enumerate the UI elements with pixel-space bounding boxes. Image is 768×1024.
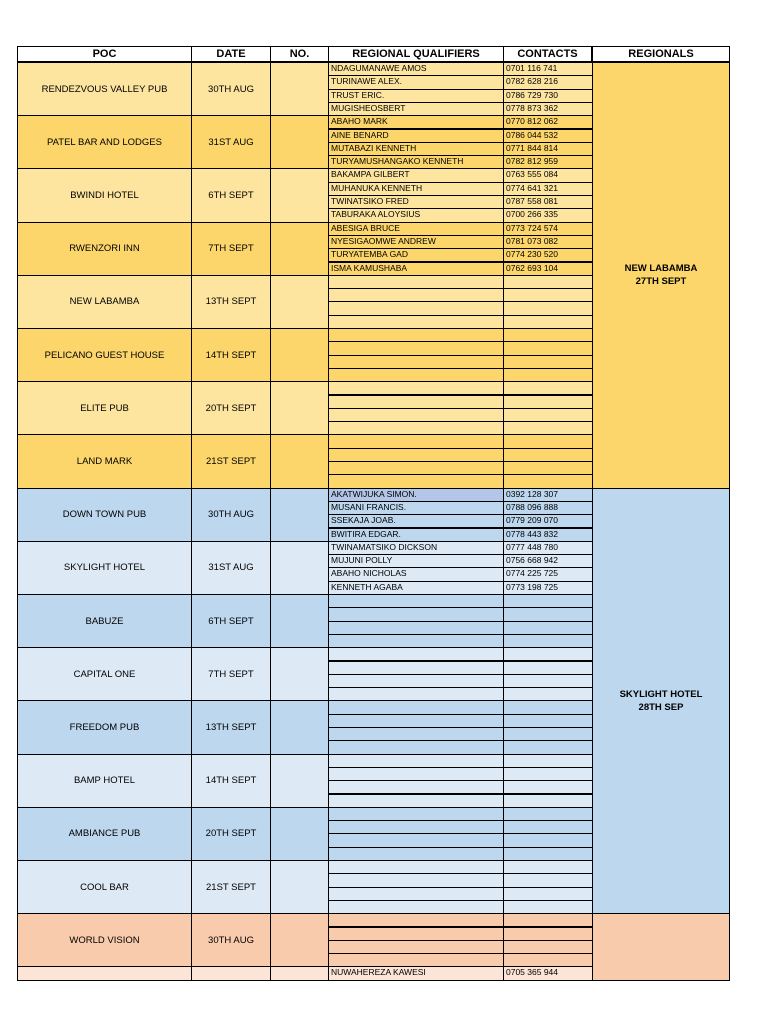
date-cell: 21ST SEPT xyxy=(191,860,271,914)
contact-number: 0778 443 832 xyxy=(503,528,593,542)
qualifier-name xyxy=(328,740,504,754)
date-cell: 6TH SEPT xyxy=(191,594,271,648)
header-poc: POC xyxy=(17,46,192,62)
qualifier-name xyxy=(328,301,504,315)
date-cell: 30TH AUG xyxy=(191,488,271,542)
qualifier-name: SSEKAJA JOAB. xyxy=(328,514,504,528)
qualifier-name xyxy=(328,421,504,435)
qualifier-name: ABAHO MARK xyxy=(328,115,504,129)
qualifier-name: MUSANI FRANCIS. xyxy=(328,501,504,515)
poc-cell: PATEL BAR AND LODGES xyxy=(17,115,192,169)
contact-number: 0770 812 062 xyxy=(503,115,593,129)
qualifier-name xyxy=(328,634,504,648)
qualifier-name: ISMA KAMUSHABA xyxy=(328,262,504,276)
qualifier-name: TURINAWE ALEX. xyxy=(328,75,504,89)
qualifier-name xyxy=(328,647,504,661)
header-date: DATE xyxy=(191,46,271,62)
qualifier-name: TURYATEMBA GAD xyxy=(328,248,504,262)
regional-cell xyxy=(592,913,730,981)
contact-number: 0771 844 814 xyxy=(503,142,593,156)
qualifier-name xyxy=(328,328,504,342)
qualifier-name: KENNETH AGABA xyxy=(328,581,504,595)
qualifier-name xyxy=(328,913,504,927)
number-cell xyxy=(270,700,329,754)
qualifier-name: NDAGUMANAWE AMOS xyxy=(328,62,504,76)
poc-cell: RWENZORI INN xyxy=(17,222,192,276)
header-regional-qualifiers: REGIONAL QUALIFIERS xyxy=(328,46,504,62)
qualifier-name: TABURAKA ALOYSIUS xyxy=(328,208,504,222)
contact-number xyxy=(503,700,593,714)
poc-cell xyxy=(17,966,192,980)
number-cell xyxy=(270,434,329,488)
qualifier-name xyxy=(328,767,504,781)
contact-number: 0756 668 942 xyxy=(503,554,593,568)
date-cell: 7TH SEPT xyxy=(191,222,271,276)
qualifier-name xyxy=(328,687,504,701)
contact-number xyxy=(503,847,593,861)
qualifier-name: BAKAMPA GILBERT xyxy=(328,168,504,182)
qualifier-name: AINE BENARD xyxy=(328,129,504,143)
qualifier-name xyxy=(328,275,504,289)
contact-number: 0774 225 725 xyxy=(503,567,593,581)
qualifier-name: ABAHO NICHOLAS xyxy=(328,567,504,581)
contact-number xyxy=(503,621,593,635)
contact-number xyxy=(503,474,593,488)
contact-number xyxy=(503,461,593,475)
number-cell xyxy=(270,966,329,980)
qualifier-name: TWINATSIKO FRED xyxy=(328,195,504,209)
contact-number: 0786 729 730 xyxy=(503,89,593,103)
qualifier-name xyxy=(328,873,504,887)
date-cell: 21ST SEPT xyxy=(191,434,271,488)
contact-number xyxy=(503,661,593,675)
regional-venue: SKYLIGHT HOTEL xyxy=(619,688,703,700)
number-cell xyxy=(270,541,329,595)
number-cell xyxy=(270,488,329,542)
qualifier-name: TWINAMATSIKO DICKSON xyxy=(328,541,504,555)
contact-number xyxy=(503,448,593,462)
contact-number: 0788 096 888 xyxy=(503,501,593,515)
contact-number: 0392 128 307 xyxy=(503,488,593,502)
contact-number xyxy=(503,953,593,967)
contact-number xyxy=(503,940,593,954)
number-cell xyxy=(270,860,329,914)
contact-number xyxy=(503,647,593,661)
contact-number xyxy=(503,754,593,768)
contact-number xyxy=(503,913,593,927)
number-cell xyxy=(270,115,329,169)
contact-number: 0777 448 780 xyxy=(503,541,593,555)
contact-number: 0701 116 741 xyxy=(503,62,593,76)
contact-number xyxy=(503,395,593,409)
date-cell: 14TH SEPT xyxy=(191,754,271,808)
qualifier-name xyxy=(328,395,504,409)
contact-number xyxy=(503,820,593,834)
contact-number: 0787 558 081 xyxy=(503,195,593,209)
contact-number xyxy=(503,674,593,688)
qualifier-name: ABESIGA BRUCE xyxy=(328,222,504,236)
poc-cell: WORLD VISION xyxy=(17,913,192,967)
poc-cell: LAND MARK xyxy=(17,434,192,488)
contact-number xyxy=(503,368,593,382)
regional-cell xyxy=(592,488,730,915)
qualifier-name xyxy=(328,341,504,355)
contact-number: 0781 073 082 xyxy=(503,235,593,249)
contact-number xyxy=(503,301,593,315)
qualifier-name xyxy=(328,807,504,821)
contact-number: 0705 365 944 xyxy=(503,966,593,980)
qualifier-name xyxy=(328,700,504,714)
date-cell xyxy=(191,966,271,980)
contact-number xyxy=(503,594,593,608)
header-regionals: REGIONALS xyxy=(592,46,730,62)
qualifier-name xyxy=(328,794,504,808)
contact-number: 0786 044 532 xyxy=(503,129,593,143)
date-cell: 20TH SEPT xyxy=(191,381,271,435)
qualifier-name xyxy=(328,820,504,834)
qualifier-name xyxy=(328,621,504,635)
qualifier-name xyxy=(328,847,504,861)
qualifier-name xyxy=(328,953,504,967)
poc-cell: BABUZE xyxy=(17,594,192,648)
contact-number xyxy=(503,873,593,887)
qualifier-name: MUJUNI POLLY xyxy=(328,554,504,568)
contact-number xyxy=(503,727,593,741)
qualifier-name xyxy=(328,607,504,621)
qualifier-name xyxy=(328,727,504,741)
regional-label xyxy=(620,688,703,714)
qualifier-name xyxy=(328,381,504,395)
contact-number xyxy=(503,927,593,941)
contact-number: 0778 873 362 xyxy=(503,102,593,116)
qualifier-name xyxy=(328,927,504,941)
contact-number: 0773 198 725 xyxy=(503,581,593,595)
contact-number xyxy=(503,355,593,369)
contact-number xyxy=(503,833,593,847)
regional-label xyxy=(625,262,698,288)
contact-number xyxy=(503,275,593,289)
contact-number xyxy=(503,887,593,901)
qualifier-name: MUTABAZI KENNETH xyxy=(328,142,504,156)
date-cell: 20TH SEPT xyxy=(191,807,271,861)
qualifier-name xyxy=(328,474,504,488)
qualifier-name xyxy=(328,288,504,302)
regional-date: 27TH SEPT xyxy=(635,276,687,288)
qualifier-name xyxy=(328,368,504,382)
qualifier-name xyxy=(328,434,504,448)
qualifier-name: MUHANUKA KENNETH xyxy=(328,182,504,196)
date-cell: 13TH SEPT xyxy=(191,700,271,754)
qualifier-name xyxy=(328,448,504,462)
contact-number xyxy=(503,687,593,701)
qualifier-name: NUWAHEREZA KAWESI xyxy=(328,966,504,980)
qualifier-name xyxy=(328,860,504,874)
contact-number: 0774 641 321 xyxy=(503,182,593,196)
regional-cell xyxy=(592,62,730,489)
contact-number: 0762 693 104 xyxy=(503,262,593,276)
number-cell xyxy=(270,594,329,648)
date-cell: 13TH SEPT xyxy=(191,275,271,329)
date-cell: 7TH SEPT xyxy=(191,647,271,701)
qualifier-name xyxy=(328,754,504,768)
contact-number xyxy=(503,421,593,435)
qualifier-name: NYESIGAOMWE ANDREW xyxy=(328,235,504,249)
contact-number xyxy=(503,807,593,821)
contact-number xyxy=(503,381,593,395)
contact-number xyxy=(503,315,593,329)
header-no: NO. xyxy=(270,46,329,62)
date-cell: 30TH AUG xyxy=(191,913,271,967)
regional-date: 28TH SEP xyxy=(638,701,684,713)
qualifier-name: MUGISHEOSBERT xyxy=(328,102,504,116)
date-cell: 14TH SEPT xyxy=(191,328,271,382)
number-cell xyxy=(270,913,329,967)
contact-number: 0782 812 959 xyxy=(503,155,593,169)
contact-number xyxy=(503,780,593,794)
qualifier-name xyxy=(328,674,504,688)
contact-number xyxy=(503,634,593,648)
date-cell: 30TH AUG xyxy=(191,62,271,116)
contact-number xyxy=(503,408,593,422)
poc-cell: CAPITAL ONE xyxy=(17,647,192,701)
poc-cell: RENDEZVOUS VALLEY PUB xyxy=(17,62,192,116)
number-cell xyxy=(270,647,329,701)
contact-number xyxy=(503,794,593,808)
contact-number xyxy=(503,434,593,448)
contact-number xyxy=(503,328,593,342)
poc-cell: PELICANO GUEST HOUSE xyxy=(17,328,192,382)
number-cell xyxy=(270,807,329,861)
qualifier-name xyxy=(328,714,504,728)
qualifier-name xyxy=(328,315,504,329)
qualifier-name xyxy=(328,780,504,794)
number-cell xyxy=(270,275,329,329)
contact-number: 0700 266 335 xyxy=(503,208,593,222)
poc-cell: DOWN TOWN PUB xyxy=(17,488,192,542)
qualifier-name xyxy=(328,408,504,422)
header-contacts: CONTACTS xyxy=(503,46,592,62)
date-cell: 31ST AUG xyxy=(191,115,271,169)
number-cell xyxy=(270,168,329,222)
contact-number xyxy=(503,288,593,302)
regional-venue: NEW LABAMBA xyxy=(624,263,698,275)
contact-number: 0773 724 574 xyxy=(503,222,593,236)
contact-number xyxy=(503,767,593,781)
contact-number xyxy=(503,341,593,355)
poc-cell: BWINDI HOTEL xyxy=(17,168,192,222)
qualifier-name: TRUST ERIC. xyxy=(328,89,504,103)
contact-number xyxy=(503,860,593,874)
contact-number: 0763 555 084 xyxy=(503,168,593,182)
number-cell xyxy=(270,754,329,808)
poc-cell: SKYLIGHT HOTEL xyxy=(17,541,192,595)
poc-cell: BAMP HOTEL xyxy=(17,754,192,808)
qualifier-name: AKATWIJUKA SIMON. xyxy=(328,488,504,502)
poc-cell: COOL BAR xyxy=(17,860,192,914)
poc-cell: ELITE PUB xyxy=(17,381,192,435)
contact-number: 0774 230 520 xyxy=(503,248,593,262)
number-cell xyxy=(270,381,329,435)
qualifier-name xyxy=(328,355,504,369)
number-cell xyxy=(270,328,329,382)
qualifier-name xyxy=(328,900,504,914)
qualifier-name xyxy=(328,461,504,475)
number-cell xyxy=(270,62,329,116)
poc-cell: NEW LABAMBA xyxy=(17,275,192,329)
qualifier-name xyxy=(328,940,504,954)
date-cell: 31ST AUG xyxy=(191,541,271,595)
contact-number xyxy=(503,900,593,914)
number-cell xyxy=(270,222,329,276)
contact-number xyxy=(503,714,593,728)
qualifier-name xyxy=(328,887,504,901)
qualifier-name: BWITIRA EDGAR. xyxy=(328,528,504,542)
qualifier-name xyxy=(328,661,504,675)
poc-cell: FREEDOM PUB xyxy=(17,700,192,754)
contact-number: 0779 209 070 xyxy=(503,514,593,528)
qualifier-name xyxy=(328,833,504,847)
contact-number: 0782 628 216 xyxy=(503,75,593,89)
date-cell: 6TH SEPT xyxy=(191,168,271,222)
qualifier-name xyxy=(328,594,504,608)
contact-number xyxy=(503,740,593,754)
qualifier-name: TURYAMUSHANGAKO KENNETH xyxy=(328,155,504,169)
poc-cell: AMBIANCE PUB xyxy=(17,807,192,861)
contact-number xyxy=(503,607,593,621)
